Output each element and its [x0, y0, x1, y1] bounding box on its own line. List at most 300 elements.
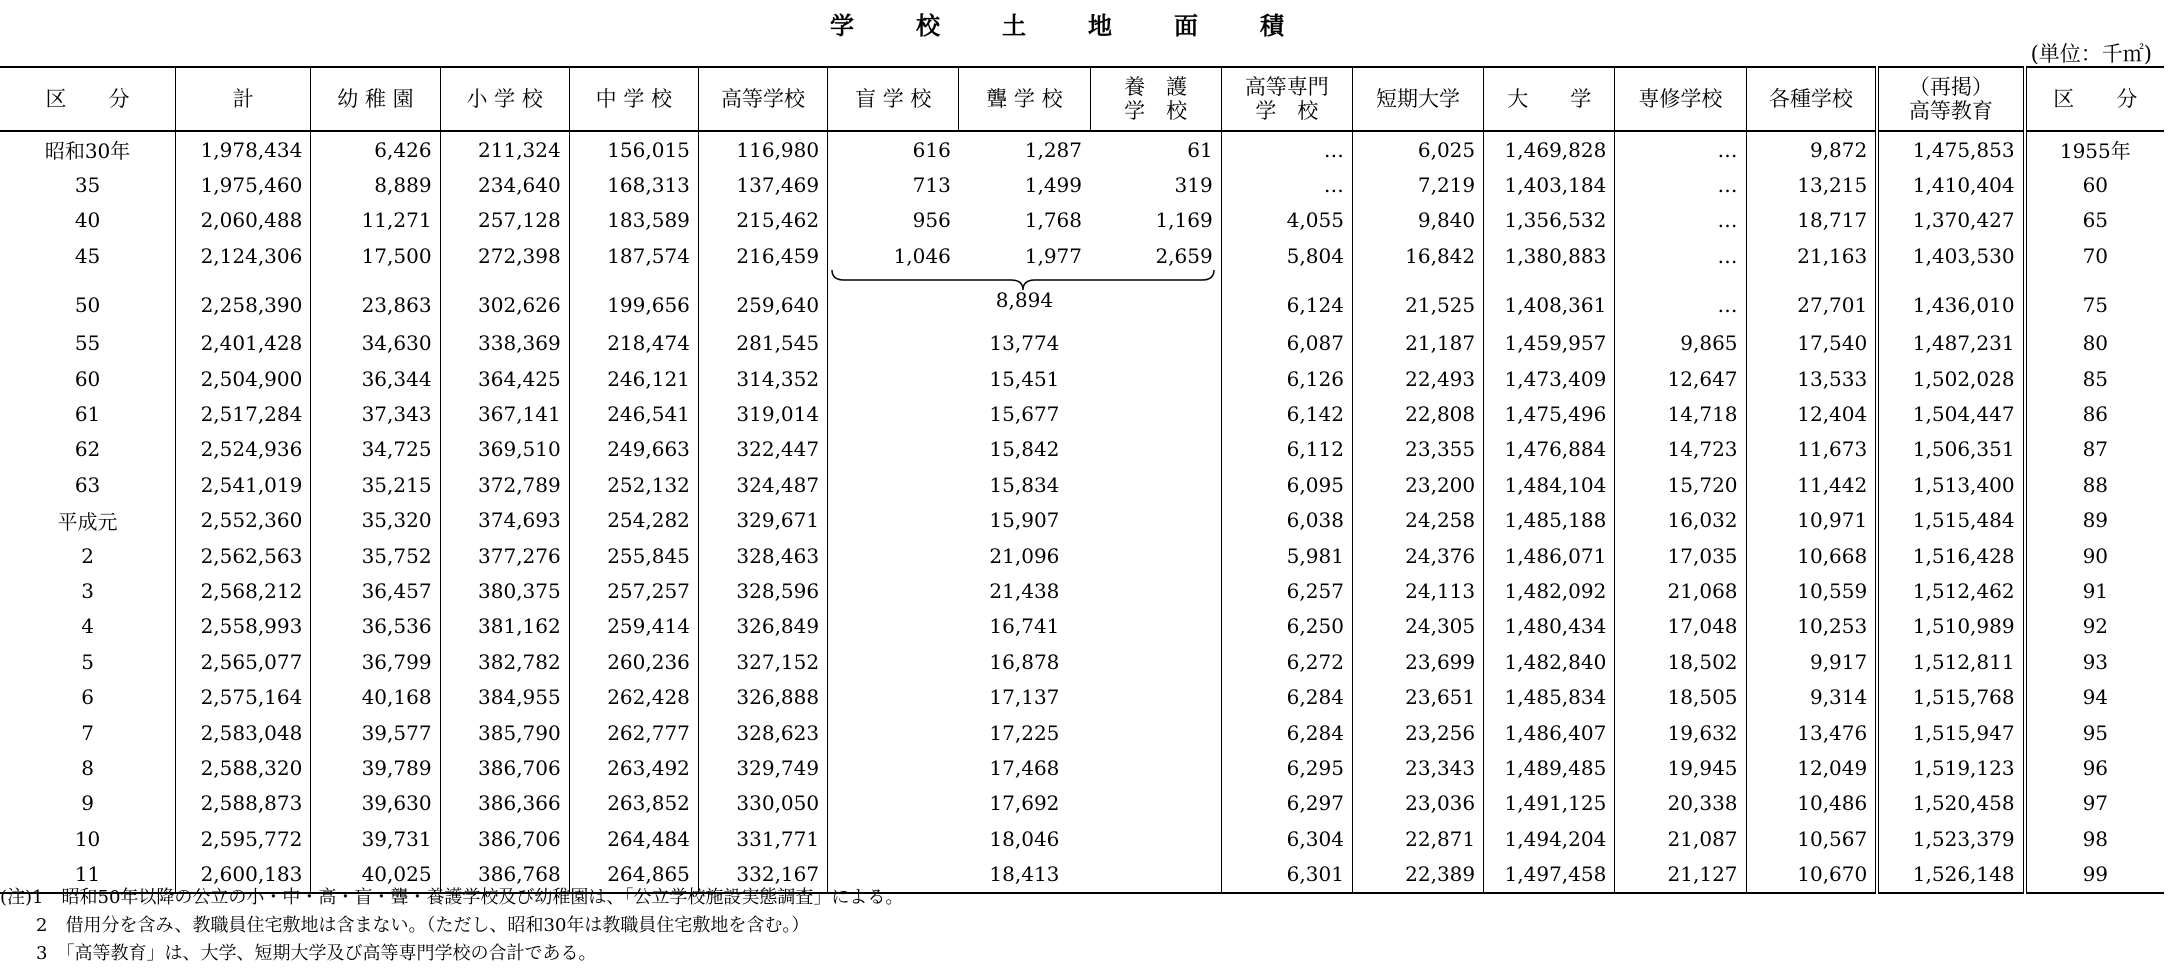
table-cell: 85 — [2025, 361, 2164, 396]
table-cell: 259,640 — [698, 274, 827, 326]
table-cell: 2,558,993 — [176, 609, 311, 644]
table-cell: 2,060,488 — [176, 203, 311, 238]
table-cell: 12,049 — [1746, 750, 1877, 785]
table-cell: 326,888 — [698, 679, 827, 714]
table-cell: 2,595,772 — [176, 821, 311, 856]
table-row — [0, 131, 2164, 167]
table-cell: 21,438 — [828, 573, 1222, 608]
table-cell: 1,436,010 — [1877, 274, 2024, 326]
table-cell: … — [1221, 167, 1352, 202]
table-cell: 2,517,284 — [176, 396, 311, 431]
table-cell: 328,463 — [698, 538, 827, 573]
table-cell: 1,497,458 — [1484, 856, 1615, 892]
table-cell: 1,403,184 — [1484, 167, 1615, 202]
table-cell: 6,257 — [1221, 573, 1352, 608]
table-cell: 183,589 — [569, 203, 698, 238]
table-cell: 6,304 — [1221, 821, 1352, 856]
table-cell: 15,907 — [828, 503, 1222, 538]
table-cell: 168,313 — [569, 167, 698, 202]
table-cell: 327,152 — [698, 644, 827, 679]
table-cell: 13,476 — [1746, 715, 1877, 750]
table-cell: 216,459 — [698, 238, 827, 273]
table-cell: 80 — [2025, 326, 2164, 361]
table-cell: 36,457 — [311, 573, 440, 608]
table-cell: 35 — [74, 173, 101, 198]
table-row — [0, 609, 2164, 644]
table-cell: 21,087 — [1615, 821, 1746, 856]
table-cell: 2,568,212 — [176, 573, 311, 608]
table-cell: 11,442 — [1746, 467, 1877, 502]
table-cell: 23,256 — [1352, 715, 1483, 750]
table-cell: 23,355 — [1352, 432, 1483, 467]
table-cell: 4,055 — [1221, 203, 1352, 238]
table-cell: 382,782 — [440, 644, 569, 679]
table-cell: 2,562,563 — [176, 538, 311, 573]
table-cell: 1,046 — [828, 238, 959, 273]
header-university: 大 学 — [1484, 67, 1615, 131]
table-cell: 956 — [828, 203, 959, 238]
table-cell: 11 — [0, 856, 176, 892]
table-cell: 94 — [2025, 679, 2164, 714]
table-cell: 380,375 — [440, 573, 569, 608]
table-cell: 13,774 — [828, 326, 1222, 361]
header-row — [0, 67, 2164, 131]
table-cell: 8,894 — [828, 274, 1222, 326]
table-cell: 10,670 — [1746, 856, 1877, 892]
table-cell: 10,567 — [1746, 821, 1877, 856]
table-cell: 34,630 — [311, 326, 440, 361]
table-cell: 7,219 — [1352, 167, 1483, 202]
table-cell: 1,515,484 — [1877, 503, 2024, 538]
table-cell: 259,414 — [569, 609, 698, 644]
table-cell: 211,324 — [440, 131, 569, 167]
table-cell: … — [1615, 238, 1746, 273]
table-cell: 1,520,458 — [1877, 786, 2024, 821]
table-cell: 99 — [2025, 856, 2164, 892]
table-cell: 10 — [74, 826, 101, 851]
table-cell: 328,623 — [698, 715, 827, 750]
table-cell: 2,659 — [1155, 243, 1213, 268]
table-cell: 254,282 — [569, 503, 698, 538]
table-cell: 1,476,884 — [1484, 432, 1615, 467]
table-cell: … — [1221, 131, 1352, 167]
table-cell: 1,486,071 — [1484, 538, 1615, 573]
footnotes — [0, 884, 903, 968]
header-elementary: 小 学 校 — [440, 67, 569, 131]
table-row — [0, 326, 2164, 361]
table-cell: 1,768 — [1024, 208, 1083, 233]
table-cell: 10,486 — [1746, 786, 1877, 821]
header-specialized-training: 専修学校 — [1615, 67, 1746, 131]
table-cell: 1,356,532 — [1484, 203, 1615, 238]
table-cell: 63 — [74, 472, 101, 497]
table-cell: 24,376 — [1352, 538, 1483, 573]
table-cell: 24,305 — [1352, 609, 1483, 644]
table-cell: 1,526,148 — [1877, 856, 2024, 892]
table-cell: 60 — [74, 366, 101, 391]
table-cell: 1955年 — [2025, 131, 2164, 167]
table-cell: 2,588,320 — [176, 750, 311, 785]
header-high-school: 高等学校 — [698, 67, 827, 131]
table-cell: 1,485,188 — [1484, 503, 1615, 538]
table-cell: 9,314 — [1746, 679, 1877, 714]
table-row — [0, 679, 2164, 714]
table-cell: 384,955 — [440, 679, 569, 714]
table-cell: 322,447 — [698, 432, 827, 467]
table-cell: 6,284 — [1221, 679, 1352, 714]
table-cell: 61 — [74, 402, 101, 427]
table-cell: 246,121 — [569, 361, 698, 396]
table-cell: … — [1615, 131, 1746, 167]
table-cell: 1,504,447 — [1877, 396, 2024, 431]
table-cell: 16,032 — [1615, 503, 1746, 538]
header-category-western: 区 分 — [2025, 67, 2164, 131]
table-cell: 6,126 — [1221, 361, 1352, 396]
table-row — [0, 167, 2164, 202]
table-cell: 374,693 — [440, 503, 569, 538]
table-cell: 257,257 — [569, 573, 698, 608]
table-cell: 90 — [2025, 538, 2164, 573]
table-cell: 23,200 — [1352, 467, 1483, 502]
table-cell: 386,706 — [440, 750, 569, 785]
table-cell: 386,366 — [440, 786, 569, 821]
table-cell: 1,489,485 — [1484, 750, 1615, 785]
table-cell: 329,671 — [698, 503, 827, 538]
table-cell: 9,840 — [1352, 203, 1483, 238]
table-cell: 昭和30年 — [44, 139, 131, 164]
table-cell: 3 — [81, 578, 94, 603]
table-cell: 6,112 — [1221, 432, 1352, 467]
footnote: 3 「高等教育」は、大学、短期大学及び高等専門学校の合計である。 — [0, 943, 597, 964]
table-row — [0, 573, 2164, 608]
header-special-school: 養 護 学 校 — [1090, 67, 1221, 131]
table-cell: 92 — [2025, 609, 2164, 644]
table-cell: 264,484 — [569, 821, 698, 856]
table-cell: 369,510 — [440, 432, 569, 467]
table-cell: 17,692 — [828, 786, 1222, 821]
table-cell: 5,981 — [1221, 538, 1352, 573]
table-cell: 1,380,883 — [1484, 238, 1615, 273]
table-cell: 367,141 — [440, 396, 569, 431]
table-cell: 36,536 — [311, 609, 440, 644]
table-cell: 616 — [828, 131, 959, 167]
table-cell: 35,215 — [311, 467, 440, 502]
table-cell: 1,486,407 — [1484, 715, 1615, 750]
table-cell: 2,583,048 — [176, 715, 311, 750]
table-cell: 75 — [2025, 274, 2164, 326]
table-cell: 234,640 — [440, 167, 569, 202]
table-cell: 1,516,428 — [1877, 538, 2024, 573]
table-cell: 199,656 — [569, 274, 698, 326]
table-cell: 86 — [2025, 396, 2164, 431]
table-cell: 330,050 — [698, 786, 827, 821]
table-cell: 6,095 — [1221, 467, 1352, 502]
table-cell: 2,588,873 — [176, 786, 311, 821]
table-cell: 10,971 — [1746, 503, 1877, 538]
table-cell: 255,845 — [569, 538, 698, 573]
table-cell: 1,287 — [1024, 137, 1083, 162]
table-cell: 23,699 — [1352, 644, 1483, 679]
table-cell: 263,852 — [569, 786, 698, 821]
table-cell: … — [1615, 203, 1746, 238]
table-cell: 1,523,379 — [1877, 821, 2024, 856]
table-cell: 18,502 — [1615, 644, 1746, 679]
table-cell: 377,276 — [440, 538, 569, 573]
table-cell: 89 — [2025, 503, 2164, 538]
table-cell: 23,863 — [311, 274, 440, 326]
table-cell: 1,513,400 — [1877, 467, 2024, 502]
table-cell: 1,978,434 — [176, 131, 311, 167]
table-cell: 35,320 — [311, 503, 440, 538]
table-cell: 1,977 — [1024, 243, 1083, 268]
table-row — [0, 644, 2164, 679]
table-cell: 332,167 — [698, 856, 827, 892]
table-cell: 1,515,768 — [1877, 679, 2024, 714]
table-cell: 263,492 — [569, 750, 698, 785]
table-cell: 218,474 — [569, 326, 698, 361]
table-cell: 9,865 — [1615, 326, 1746, 361]
header-junior-high: 中 学 校 — [569, 67, 698, 131]
table-row — [0, 821, 2164, 856]
table-cell: 70 — [2025, 238, 2164, 273]
table-row — [0, 203, 2164, 238]
table-cell: 17,500 — [311, 238, 440, 273]
table-cell: 6,295 — [1221, 750, 1352, 785]
table-cell: 1,485,834 — [1484, 679, 1615, 714]
table-cell: 40,025 — [311, 856, 440, 892]
table-cell: 22,808 — [1352, 396, 1483, 431]
table-row — [0, 715, 2164, 750]
table-cell: 45 — [74, 243, 101, 268]
table-cell: 9,872 — [1746, 131, 1877, 167]
table-cell: 39,630 — [311, 786, 440, 821]
table-cell: 302,626 — [440, 274, 569, 326]
table-cell: 95 — [2025, 715, 2164, 750]
table-cell: 319,014 — [698, 396, 827, 431]
table-cell: 34,725 — [311, 432, 440, 467]
unit-label: (単位：千㎡) — [2030, 42, 2152, 66]
table-cell: 21,163 — [1746, 238, 1877, 273]
table-cell: 1,482,840 — [1484, 644, 1615, 679]
table-cell: 1,506,351 — [1877, 432, 2024, 467]
table-cell: 15,451 — [828, 361, 1222, 396]
header-category: 区 分 — [0, 67, 176, 131]
table-cell: 2,504,900 — [176, 361, 311, 396]
table-cell: 281,545 — [698, 326, 827, 361]
table-cell: 18,046 — [828, 821, 1222, 856]
table-cell: 16,842 — [1352, 238, 1483, 273]
table-cell: 23,651 — [1352, 679, 1483, 714]
table-cell: 36,344 — [311, 361, 440, 396]
table-cell: 21,525 — [1352, 274, 1483, 326]
table-cell: 12,647 — [1615, 361, 1746, 396]
table-cell: 93 — [2025, 644, 2164, 679]
table-row — [0, 467, 2164, 502]
table-cell: 6,025 — [1352, 131, 1483, 167]
brace-mark — [830, 268, 1216, 292]
table-cell: 1,510,989 — [1877, 609, 2024, 644]
table-cell: 16,741 — [828, 609, 1222, 644]
table-cell: 338,369 — [440, 326, 569, 361]
table-cell: 364,425 — [440, 361, 569, 396]
table-cell: 15,677 — [828, 396, 1222, 431]
table-cell: 1,512,811 — [1877, 644, 2024, 679]
table-cell: 6,272 — [1221, 644, 1352, 679]
table-cell: 6,301 — [1221, 856, 1352, 892]
table-cell: 18,413 — [828, 856, 1222, 892]
table-row — [0, 432, 2164, 467]
table-cell: 96 — [2025, 750, 2164, 785]
table-cell: 16,878 — [828, 644, 1222, 679]
table-cell: 1,482,092 — [1484, 573, 1615, 608]
table-cell: 87 — [2025, 432, 2164, 467]
table-cell: 257,128 — [440, 203, 569, 238]
page-title: 学校土地面積 — [830, 11, 1346, 40]
table-cell: 252,132 — [569, 467, 698, 502]
header-junior-college: 短期大学 — [1352, 67, 1483, 131]
table-cell: 6,124 — [1221, 274, 1352, 326]
table-cell: 381,162 — [440, 609, 569, 644]
table-cell: 65 — [2025, 203, 2164, 238]
table-cell: 2,600,183 — [176, 856, 311, 892]
table-cell: 61 — [1187, 137, 1213, 162]
table-cell: 18,505 — [1615, 679, 1746, 714]
table-cell: 2,401,428 — [176, 326, 311, 361]
table-cell: 1,484,104 — [1484, 467, 1615, 502]
table-cell: 385,790 — [440, 715, 569, 750]
table-cell: 4 — [81, 614, 94, 639]
table-cell: 17,225 — [828, 715, 1222, 750]
table-cell: 1,410,404 — [1877, 167, 2024, 202]
table-cell: 314,352 — [698, 361, 827, 396]
table-cell: … — [1615, 274, 1746, 326]
header-miscellaneous-school: 各種学校 — [1746, 67, 1877, 131]
table-cell: 13,215 — [1746, 167, 1877, 202]
table-cell: 1,502,028 — [1877, 361, 2024, 396]
table-cell: 331,771 — [698, 821, 827, 856]
table-cell: 1,515,947 — [1877, 715, 2024, 750]
table-cell: 17,540 — [1746, 326, 1877, 361]
table-cell: 40,168 — [311, 679, 440, 714]
table-cell: 24,113 — [1352, 573, 1483, 608]
footnote: 2 借用分を含み、教職員住宅敷地は含まない。（ただし、昭和30年は教職員住宅敷地を含む。） — [0, 915, 810, 936]
table-cell: 62 — [74, 437, 101, 462]
table-cell: 55 — [74, 331, 101, 356]
table-cell: 2,258,390 — [176, 274, 311, 326]
table-cell: 2,541,019 — [176, 467, 311, 502]
table-cell: 1,480,434 — [1484, 609, 1615, 644]
table-cell: 324,487 — [698, 467, 827, 502]
table-cell: 37,343 — [311, 396, 440, 431]
table-cell: 11,271 — [311, 203, 440, 238]
table-cell: 272,398 — [440, 238, 569, 273]
table-cell: 98 — [2025, 821, 2164, 856]
table-row — [0, 750, 2164, 785]
table-cell: 17,035 — [1615, 538, 1746, 573]
table-cell: 8,889 — [311, 167, 440, 202]
table-cell: 17,468 — [828, 750, 1222, 785]
table-cell: 1,475,853 — [1877, 131, 2024, 167]
table-cell: 1,469,828 — [1484, 131, 1615, 167]
table-cell: 2,124,306 — [176, 238, 311, 273]
table-cell: 1,519,123 — [1877, 750, 2024, 785]
table-cell: 97 — [2025, 786, 2164, 821]
table-cell: 50 — [74, 292, 101, 317]
footnote: (注)1 昭和50年以降の公立の小・中・高・盲・聾・養護学校及び幼稚園は、「公立学校施設実態調査」による。 — [0, 887, 904, 908]
table-cell: 1,512,462 — [1877, 573, 2024, 608]
table-cell: … — [1615, 167, 1746, 202]
table-cell: 372,789 — [440, 467, 569, 502]
table-cell: 116,980 — [698, 131, 827, 167]
table-cell: 15,842 — [828, 432, 1222, 467]
table-cell: 10,253 — [1746, 609, 1877, 644]
table-cell: 1,475,496 — [1484, 396, 1615, 431]
table-cell: 17,137 — [828, 679, 1222, 714]
table-cell: 88 — [2025, 467, 2164, 502]
table-cell: 249,663 — [569, 432, 698, 467]
table-row — [0, 361, 2164, 396]
table-cell: 386,768 — [440, 856, 569, 892]
table-cell: 5 — [81, 649, 94, 674]
table-cell: 19,945 — [1615, 750, 1746, 785]
table-cell: 6,284 — [1221, 715, 1352, 750]
table-cell: 22,493 — [1352, 361, 1483, 396]
table-cell: 23,343 — [1352, 750, 1483, 785]
table-cell: 91 — [2025, 573, 2164, 608]
table-cell: 1,408,361 — [1484, 274, 1615, 326]
table-row — [0, 786, 2164, 821]
table-cell: 21,068 — [1615, 573, 1746, 608]
header-kindergarten: 幼 稚 園 — [311, 67, 440, 131]
table-cell: 2,524,936 — [176, 432, 311, 467]
table-cell: 319 — [1174, 173, 1213, 198]
table-cell: 40 — [74, 208, 101, 233]
table-cell: 9 — [81, 791, 94, 816]
table-cell: 1,473,409 — [1484, 361, 1615, 396]
table-cell: 27,701 — [1746, 274, 1877, 326]
table-cell: 262,777 — [569, 715, 698, 750]
table-row — [0, 503, 2164, 538]
table-cell: 329,749 — [698, 750, 827, 785]
table-cell: 1,487,231 — [1877, 326, 2024, 361]
table-cell: 15,720 — [1615, 467, 1746, 502]
table-cell: 6,038 — [1221, 503, 1352, 538]
table-cell: 21,096 — [828, 538, 1222, 573]
table-cell: 9,917 — [1746, 644, 1877, 679]
table-cell: 2,565,077 — [176, 644, 311, 679]
table-cell: 11,673 — [1746, 432, 1877, 467]
table-cell: 5,804 — [1221, 238, 1352, 273]
table-cell: 264,865 — [569, 856, 698, 892]
table-cell: 2,552,360 — [176, 503, 311, 538]
header-blind-school: 盲 学 校 — [828, 67, 959, 131]
table-cell: 7 — [81, 720, 94, 745]
table-cell: 13,533 — [1746, 361, 1877, 396]
table-cell: 24,258 — [1352, 503, 1483, 538]
table-cell: 187,574 — [569, 238, 698, 273]
table-cell: 12,404 — [1746, 396, 1877, 431]
table-cell: 2 — [81, 543, 94, 568]
table-cell: 平成元 — [57, 509, 118, 534]
table-cell: 1,494,204 — [1484, 821, 1615, 856]
table-cell: 35,752 — [311, 538, 440, 573]
table-cell: 15,834 — [828, 467, 1222, 502]
table-cell: 215,462 — [698, 203, 827, 238]
table-row — [0, 538, 2164, 573]
table-cell: 1,491,125 — [1484, 786, 1615, 821]
table-cell: 36,799 — [311, 644, 440, 679]
table-cell: 10,668 — [1746, 538, 1877, 573]
